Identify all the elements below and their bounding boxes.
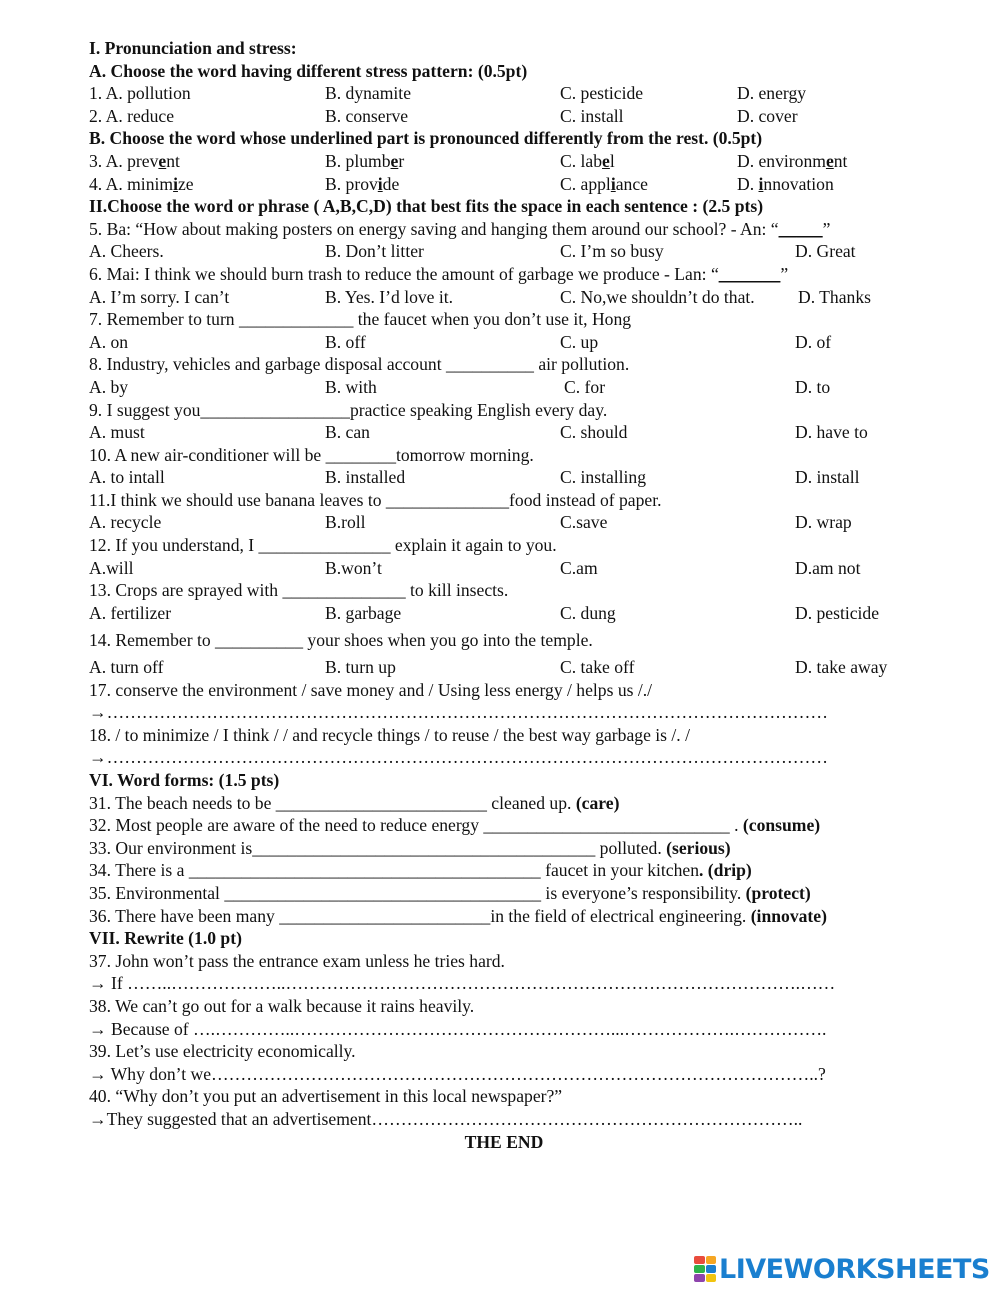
q5-close: ” xyxy=(822,218,831,239)
q34-cue: (drip) xyxy=(707,860,752,881)
q33-cue: (serious) xyxy=(666,837,731,858)
q6-close: ” xyxy=(780,263,789,284)
q5-blank[interactable]: _____ xyxy=(778,218,823,239)
q10-option-a[interactable]: A. to intall xyxy=(89,467,165,488)
q11-options xyxy=(89,511,919,534)
q11-stem: 11.I think we should use banana leaves to ______________food instead of paper. xyxy=(89,489,662,510)
q12-option-a[interactable]: A.will xyxy=(89,557,134,578)
q4-option-d[interactable] xyxy=(737,173,834,196)
q9-options xyxy=(89,421,919,444)
q11-option-d[interactable]: D. wrap xyxy=(795,512,852,533)
q39-answer-line[interactable]: → Why don’t we…………………………………………………………………………………………..? xyxy=(89,1063,826,1084)
q38-prompt: 38. We can’t go out for a walk because it rains heavily. xyxy=(89,995,475,1016)
q1-option-a[interactable]: 1. A. pollution xyxy=(89,83,191,104)
q3c-pre: C. lab xyxy=(560,150,603,171)
q10-options xyxy=(89,466,919,489)
q3a-pre: 3. A. prev xyxy=(89,150,159,171)
worksheet xyxy=(89,37,919,1153)
q2-option-d[interactable]: D. cover xyxy=(737,105,798,126)
q8-option-c[interactable]: C. for xyxy=(564,376,606,397)
section-1a-heading: A. Choose the word having different stress pattern: (0.5pt) xyxy=(89,60,528,81)
logo-text: LIVEWORKSHEETS xyxy=(719,1253,990,1285)
q13-stem: 13. Crops are sprayed with ______________ to kill insects. xyxy=(89,580,509,601)
question-4 xyxy=(89,173,919,196)
q6-option-c[interactable]: C. No,we shouldn’t do that. xyxy=(560,286,755,307)
q2-option-a[interactable]: 2. A. reduce xyxy=(89,105,175,126)
q14-option-d[interactable]: D. take away xyxy=(795,657,888,678)
q33[interactable] xyxy=(89,837,919,860)
q10-option-c[interactable]: C. installing xyxy=(560,467,647,488)
logo-blocks-icon xyxy=(694,1256,716,1282)
q4-option-c[interactable] xyxy=(560,173,648,196)
q3c-underlined: e xyxy=(602,150,610,171)
section-2-heading: II.Choose the word or phrase ( A,B,C,D) that best fits the space in each sentence : (2.5 pts) xyxy=(89,196,764,217)
q36-text: 36. There have been many ________________________in the field of electrical engineering. xyxy=(89,905,751,926)
question-3 xyxy=(89,150,919,173)
q3-option-b[interactable] xyxy=(325,150,404,173)
q4-option-b[interactable] xyxy=(325,173,399,196)
q11-option-c[interactable]: C.save xyxy=(560,512,608,533)
q4d-post: nnovation xyxy=(763,173,834,194)
q8-options xyxy=(89,376,919,399)
q1-option-b[interactable]: B. dynamite xyxy=(325,83,412,104)
logo-block xyxy=(706,1265,717,1273)
q36[interactable] xyxy=(89,905,919,928)
q3a-post: nt xyxy=(166,150,180,171)
q4c-post: ance xyxy=(615,173,648,194)
q12-option-b[interactable]: B.won’t xyxy=(325,557,382,578)
q14-option-a[interactable]: A. turn off xyxy=(89,657,164,678)
q9-stem: 9. I suggest you_________________practice speaking English every day. xyxy=(89,399,608,420)
q2-option-b[interactable]: B. conserve xyxy=(325,105,409,126)
q17-prompt: 17. conserve the environment / save money and / Using less energy / helps us /./ xyxy=(89,679,653,700)
q13-option-b[interactable]: B. garbage xyxy=(325,602,402,623)
section-1b-heading: B. Choose the word whose underlined part is pronounced differently from the rest. (0.5pt) xyxy=(89,128,763,149)
q32-text: 32. Most people are aware of the need to reduce energy ____________________________ . xyxy=(89,815,743,836)
logo-block xyxy=(694,1265,705,1273)
q11-option-b[interactable]: B.roll xyxy=(325,512,366,533)
q3d-pre: D. environm xyxy=(737,150,826,171)
q34-text: 34. There is a ________________________________________ faucet in your kitchen xyxy=(89,860,699,881)
q4a-underlined: i xyxy=(173,173,178,194)
q1-option-c[interactable]: C. pesticide xyxy=(560,83,644,104)
q4d-underlined: i xyxy=(758,173,764,194)
q12-options xyxy=(89,557,919,580)
q10-stem: 10. A new air-conditioner will be ________tomorrow morning. xyxy=(89,444,534,465)
q5-options xyxy=(89,240,919,263)
q13-option-d[interactable]: D. pesticide xyxy=(795,602,880,623)
section-1-heading: I. Pronunciation and stress: xyxy=(89,38,297,58)
q12-option-c[interactable]: C.am xyxy=(560,557,598,578)
q7-option-a[interactable]: A. on xyxy=(89,331,129,352)
q4d-pre: D. xyxy=(737,173,759,194)
q3a-underlined: e xyxy=(158,150,167,171)
q8-option-d[interactable]: D. to xyxy=(795,376,831,397)
q5-option-c[interactable]: C. I’m so busy xyxy=(560,241,664,262)
q5-stem xyxy=(89,218,919,241)
q4b-underlined: i xyxy=(377,173,383,194)
logo-block xyxy=(706,1274,717,1282)
q9-option-b[interactable]: B. can xyxy=(325,422,370,443)
q14-options xyxy=(89,656,919,679)
q6-blank[interactable]: _______ xyxy=(718,263,781,284)
q5-option-a[interactable]: A. Cheers. xyxy=(89,241,164,262)
q35-cue: (protect) xyxy=(745,882,811,903)
q6-option-d[interactable]: D. Thanks xyxy=(798,286,871,307)
q7-stem: 7. Remember to turn _____________ the faucet when you don’t use it, Hong xyxy=(89,309,632,330)
q6-stem xyxy=(89,263,919,286)
q6-text: 6. Mai: I think we should burn trash to reduce the amount of garbage we produce - Lan: “ xyxy=(89,263,719,284)
q17-answer-line[interactable]: →…………………………………………………………………………………………………………… xyxy=(89,702,828,723)
q31-cue: (care) xyxy=(575,792,620,813)
q34-dot: . xyxy=(699,860,708,881)
q5-option-b[interactable]: B. Don’t litter xyxy=(325,241,424,262)
q35[interactable] xyxy=(89,882,919,905)
q4c-underlined: i xyxy=(610,173,616,194)
q35-text: 35. Environmental ____________________________________ is everyone’s responsibility. xyxy=(89,882,746,903)
q3-option-c[interactable] xyxy=(560,150,615,173)
q12-option-d[interactable]: D.am not xyxy=(795,557,861,578)
q4c-pre: C. appl xyxy=(560,173,611,194)
q5-text: 5. Ba: “How about making posters on energy saving and hanging them around our school? - An: “ xyxy=(89,218,779,239)
q8-stem: 8. Industry, vehicles and garbage disposal account __________ air pollution. xyxy=(89,354,630,375)
q7-option-b[interactable]: B. off xyxy=(325,331,366,352)
q3b-underlined: e xyxy=(390,150,399,171)
q7-option-c[interactable]: C. up xyxy=(560,331,599,352)
q38-answer-line[interactable]: → Because of ….…………..………………………………………………...……………….……………. xyxy=(89,1018,827,1039)
q3d-post: nt xyxy=(833,150,848,171)
q14-option-c[interactable]: C. take off xyxy=(560,657,635,678)
logo-block xyxy=(706,1256,717,1264)
q4b-pre: B. prov xyxy=(325,173,378,194)
q32-cue: (consume) xyxy=(742,815,821,836)
q6-option-b[interactable]: B. Yes. I’d love it. xyxy=(325,286,454,307)
q13-options xyxy=(89,602,919,625)
q7-option-d[interactable]: D. of xyxy=(795,331,832,352)
the-end-label: THE END xyxy=(464,1131,544,1152)
q10-option-b[interactable]: B. installed xyxy=(325,467,406,488)
q3d-underlined: e xyxy=(825,150,834,171)
q31-text: 31. The beach needs to be ________________________ cleaned up. xyxy=(89,792,576,813)
q31[interactable] xyxy=(89,792,919,815)
liveworksheets-logo xyxy=(694,1253,990,1285)
q37-prompt: 37. John won’t pass the entrance exam unless he tries hard. xyxy=(89,950,505,971)
logo-block xyxy=(694,1274,705,1282)
q12-stem: 12. If you understand, I _______________ explain it again to you. xyxy=(89,535,557,556)
q9-option-a[interactable]: A. must xyxy=(89,422,145,443)
q2-option-c[interactable]: C. install xyxy=(560,105,624,126)
q40-answer-line[interactable]: →They suggested that an advertisement……………………………………………………………….. xyxy=(89,1108,803,1129)
q14-option-b[interactable]: B. turn up xyxy=(325,657,396,678)
q3-option-d[interactable] xyxy=(737,150,847,173)
q14-stem: 14. Remember to __________ your shoes when you go into the temple. xyxy=(89,630,593,651)
q6-options xyxy=(89,286,919,309)
q10-option-d[interactable]: D. install xyxy=(795,467,860,488)
q1-option-d[interactable]: D. energy xyxy=(737,83,807,104)
section-7-heading: VII. Rewrite (1.0 pt) xyxy=(89,928,242,949)
q7-options xyxy=(89,331,919,354)
q6-option-a[interactable]: A. I’m sorry. I can’t xyxy=(89,286,230,307)
q4b-post: de xyxy=(382,173,400,194)
q13-option-c[interactable]: C. dung xyxy=(560,602,616,623)
q18-answer-line[interactable]: →…………………………………………………………………………………………………………… xyxy=(89,747,828,768)
q33-text: 33. Our environment is_______________________________________ polluted. xyxy=(89,837,667,858)
q37-answer-line[interactable]: → If ……..………………..…………………………………………………………………………….…… xyxy=(89,973,836,994)
q9-option-d[interactable]: D. have to xyxy=(795,422,868,443)
q11-option-a[interactable]: A. recycle xyxy=(89,512,162,533)
q34[interactable] xyxy=(89,859,919,882)
q40-prompt: 40. “Why don’t you put an advertisement in this local newspaper?” xyxy=(89,1086,563,1107)
q4a-pre: 4. A. minim xyxy=(89,173,174,194)
q3c-post: l xyxy=(609,150,615,171)
q8-option-b[interactable]: B. with xyxy=(325,376,377,397)
question-1 xyxy=(89,82,919,105)
q4a-post: ze xyxy=(177,173,194,194)
q36-cue: (innovate) xyxy=(750,905,827,926)
q3-option-a[interactable] xyxy=(89,150,180,173)
q32[interactable] xyxy=(89,814,919,837)
q39-prompt: 39. Let’s use electricity economically. xyxy=(89,1041,356,1062)
logo-block xyxy=(694,1256,705,1264)
q3b-post: r xyxy=(398,150,405,171)
q3b-pre: B. plumb xyxy=(325,150,391,171)
q8-option-a[interactable]: A. by xyxy=(89,376,129,397)
section-6-heading: VI. Word forms: (1.5 pts) xyxy=(89,770,280,790)
q18-prompt: 18. / to minimize / I think / / and recycle things / to reuse / the best way garbage is /. / xyxy=(89,724,690,745)
q5-option-d[interactable]: D. Great xyxy=(795,241,856,262)
q4-option-a[interactable] xyxy=(89,173,194,196)
q13-option-a[interactable]: A. fertilizer xyxy=(89,602,172,623)
question-2 xyxy=(89,105,919,128)
q9-option-c[interactable]: C. should xyxy=(560,422,628,443)
